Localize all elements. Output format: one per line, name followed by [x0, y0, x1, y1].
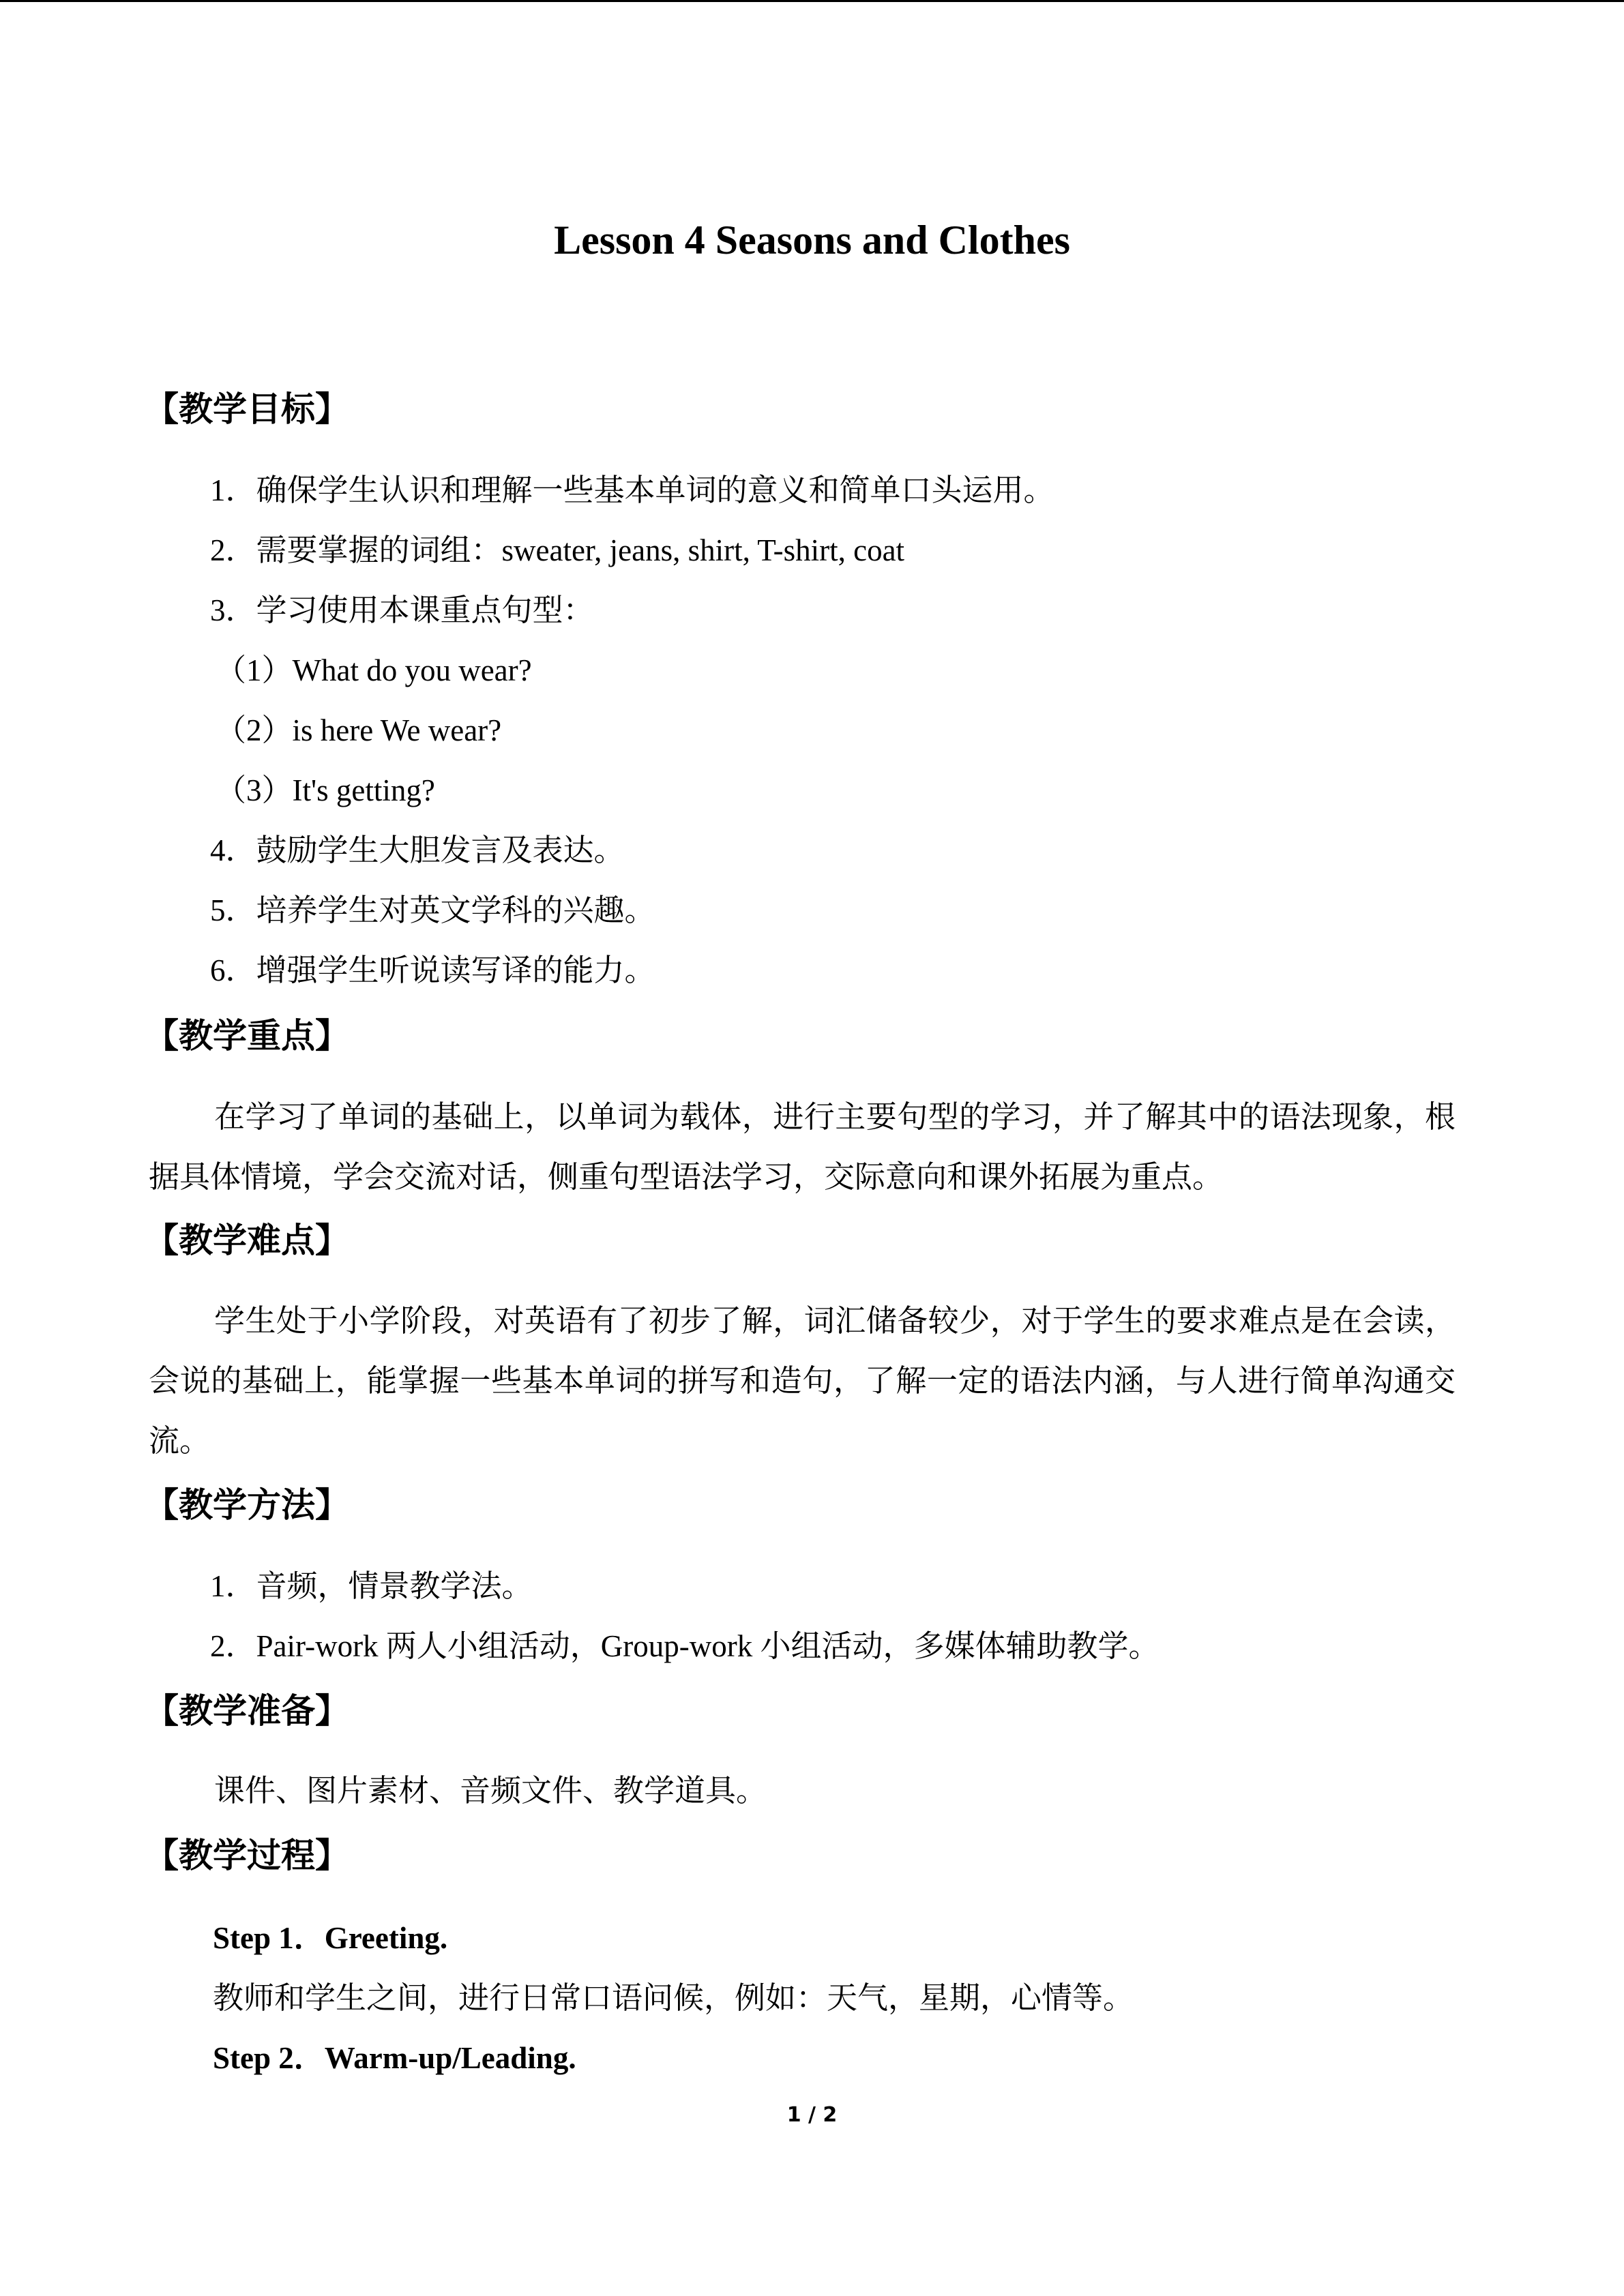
objective-item: 6．增强学生听说读写译的能力。: [210, 953, 655, 987]
objective-item: 5．培养学生对英文学科的兴趣。: [210, 893, 655, 927]
objective-item: 1．确保学生认识和理解一些基本单词的意义和简单口头运用。: [210, 473, 1054, 507]
method-item: 2．Pair-work 两人小组活动，Group-work 小组活动，多媒体辅助教学。: [210, 1629, 1160, 1663]
step-1-text: 教师和学生之间，进行日常口语问候，例如：天气，星期，心情等。: [213, 1981, 1134, 2015]
page-number: 1 / 2: [786, 2103, 838, 2127]
step-2-title: Step 2．Warm-up/Leading.: [213, 2041, 576, 2075]
step-1-title: Step 1．Greeting.: [213, 1921, 448, 1955]
objective-item: 2．需要掌握的词组：sweater, jeans, shirt, T-shirt, coat: [210, 533, 905, 567]
heading-objectives: 【教学目标】: [145, 389, 349, 429]
objective-item: 3．学习使用本课重点句型：: [210, 593, 594, 627]
key-points-paragraph: 在学习了单词的基础上，以单词为载体，进行主要句型的学习，并了解其中的语法现象，根据具体情境，学会交流对话，侧重句型语法学习，交际意向和课外拓展为重点。: [149, 1100, 1456, 1194]
objective-item: （2）is here We wear?: [216, 713, 502, 747]
heading-preparation: 【教学准备】: [145, 1691, 349, 1731]
preparation-text: 课件、图片素材、音频文件、教学道具。: [214, 1774, 767, 1808]
method-item: 1．音频，情景教学法。: [210, 1569, 533, 1603]
heading-methods: 【教学方法】: [145, 1485, 349, 1525]
objective-item: （3）It's getting?: [216, 773, 435, 807]
heading-process: 【教学过程】: [145, 1836, 349, 1875]
heading-difficulties: 【教学难点】: [145, 1221, 349, 1260]
objective-item: 4．鼓励学生大胆发言及表达。: [210, 833, 625, 867]
objective-item: （1）What do you wear?: [216, 653, 532, 687]
difficulties-paragraph: 学生处于小学阶段，对英语有了初步了解，词汇储备较少，对于学生的要求难点是在会读，会说的基础上，能掌握一些基本单词的拼写和造句，了解一定的语法内涵，与人进行简单沟通交流。: [149, 1304, 1456, 1458]
heading-key-points: 【教学重点】: [145, 1016, 349, 1056]
document-title: Lesson 4 Seasons and Clothes: [554, 218, 1070, 263]
